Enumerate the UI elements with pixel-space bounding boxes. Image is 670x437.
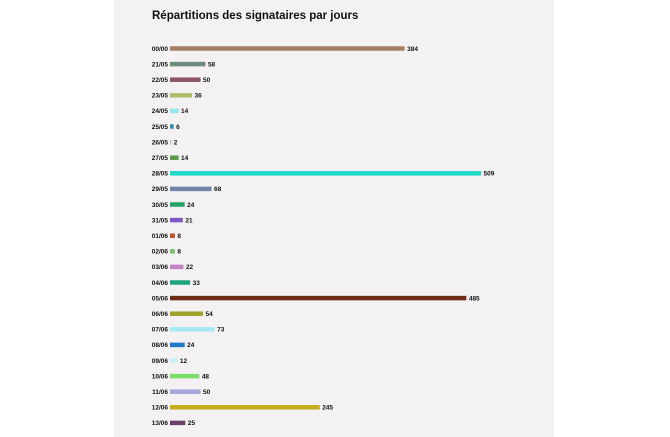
bar [170, 389, 201, 394]
category-label: 00/00 [151, 45, 168, 53]
value-label: 68 [214, 186, 222, 194]
category-label: 07/06 [151, 326, 168, 334]
value-label: 509 [483, 170, 495, 178]
bar [170, 405, 320, 410]
value-label: 73 [217, 326, 225, 334]
bar [170, 218, 183, 223]
bar [170, 46, 405, 51]
category-label: 29/05 [151, 186, 168, 194]
category-label: 30/05 [151, 201, 168, 209]
category-label: 04/06 [151, 279, 168, 287]
bar [170, 187, 212, 192]
category-label: 24/05 [151, 108, 168, 116]
bar [170, 296, 466, 301]
bar [170, 421, 185, 426]
value-label: 54 [205, 311, 213, 318]
value-label: 25 [187, 420, 196, 428]
category-label: 09/06 [151, 357, 168, 365]
value-label: 48 [201, 373, 210, 381]
bar [170, 202, 185, 207]
category-label: 13/06 [151, 420, 168, 428]
value-label: 22 [185, 264, 194, 272]
value-label: 24 [187, 342, 195, 350]
bar [170, 140, 171, 145]
category-label: 11/06 [152, 389, 168, 396]
category-label: 12/06 [151, 404, 168, 412]
value-label: 24 [187, 201, 195, 209]
category-label: 22/05 [151, 77, 168, 84]
category-label: 01/06 [151, 233, 168, 240]
category-label: 27/05 [151, 155, 168, 162]
value-label: 8 [177, 248, 182, 256]
category-label: 08/06 [151, 342, 168, 350]
value-label: 485 [468, 295, 480, 303]
bar [170, 124, 174, 129]
value-label: 36 [194, 92, 202, 100]
bar [170, 311, 203, 316]
bar [170, 93, 192, 98]
bar-chart [114, 0, 554, 437]
value-label: 50 [203, 77, 211, 84]
bar [170, 343, 185, 348]
value-label: 33 [192, 279, 200, 287]
value-label: 50 [203, 389, 211, 396]
bar [170, 280, 190, 285]
bar [170, 77, 201, 82]
value-label: 58 [207, 61, 216, 69]
bar [170, 249, 175, 254]
value-label: 12 [179, 357, 188, 365]
value-label: 21 [185, 217, 193, 225]
bar [170, 233, 175, 238]
bar [170, 155, 179, 160]
bar [170, 109, 179, 114]
category-label: 03/06 [151, 264, 168, 272]
category-label: 02/06 [151, 248, 168, 256]
bar [170, 374, 199, 379]
category-label: 21/05 [151, 61, 168, 69]
category-label: 06/06 [151, 311, 168, 318]
category-label: 25/05 [151, 123, 168, 131]
category-label: 05/06 [151, 295, 168, 303]
chart-panel [114, 0, 554, 437]
value-label: 245 [322, 404, 334, 412]
value-label: 6 [176, 123, 180, 131]
value-label: 14 [181, 108, 189, 116]
bar [170, 265, 183, 270]
value-label: 14 [181, 155, 189, 162]
value-label: 8 [177, 233, 182, 240]
category-label: 23/05 [151, 92, 168, 100]
bar [170, 358, 177, 363]
category-label: 10/06 [151, 373, 168, 381]
value-label: 384 [407, 45, 418, 53]
bar [170, 327, 215, 332]
bar [170, 62, 205, 67]
chart-title: Répartitions des signataires par jours [152, 10, 359, 22]
bar [170, 171, 481, 176]
category-label: 26/05 [151, 139, 168, 147]
value-label: 2 [173, 139, 178, 147]
category-label: 28/05 [151, 170, 168, 178]
category-label: 31/05 [151, 217, 168, 225]
